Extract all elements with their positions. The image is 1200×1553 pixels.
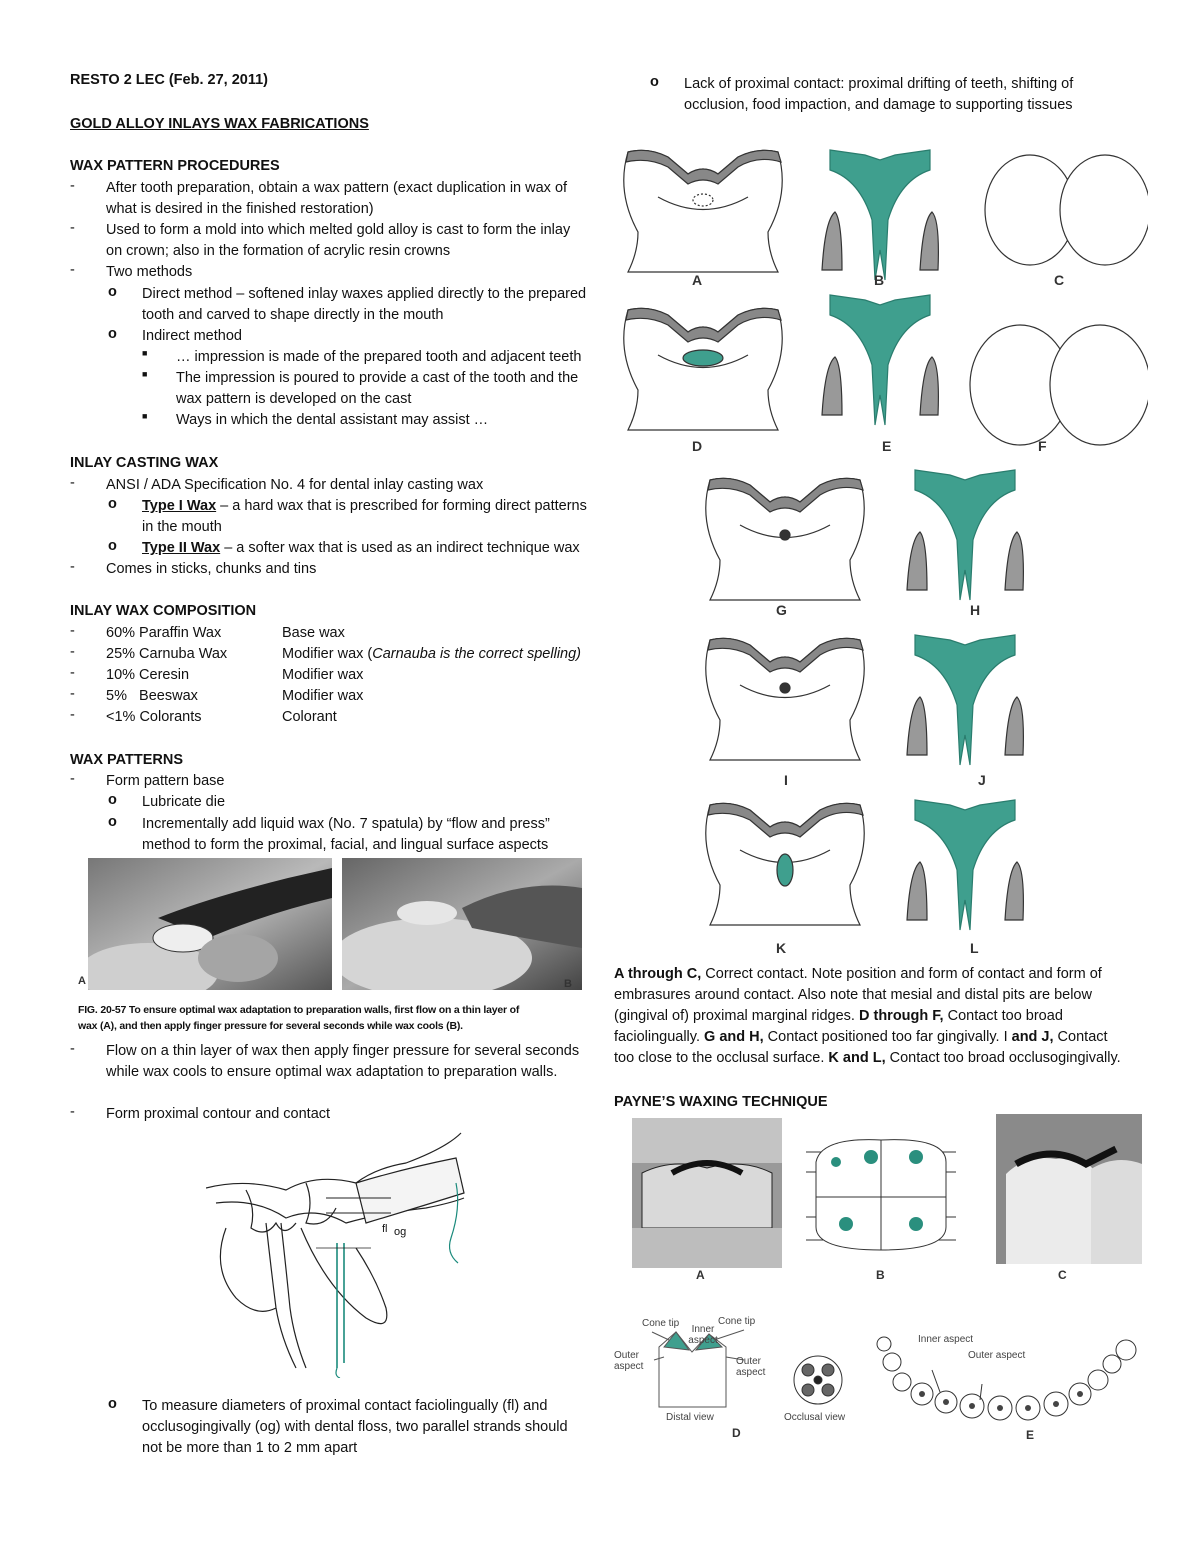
photo-finger-pressure (342, 858, 582, 990)
label-e-inner-aspect: Inner aspect (918, 1334, 974, 1345)
indirect-sub-item: Ways in which the dental assistant may assist … (176, 412, 489, 428)
casting-wax-item: Comes in sticks, chunks and tins (106, 561, 317, 577)
o-bullet: o (108, 284, 117, 300)
wax-pattern-item: Form pattern base (106, 773, 225, 789)
photo-wax-flow (88, 858, 332, 990)
section-heading-payne: PAYNE’S WAXING TECHNIQUE (614, 1094, 828, 1110)
fig-label-e: E (882, 438, 892, 454)
o-bullet: o (650, 74, 659, 90)
dash-bullet: - (70, 1104, 75, 1120)
fig-label-a: A (692, 272, 703, 288)
payne-label-b: B (876, 1268, 885, 1282)
caption-text: (gingival of) proximal marginal ridges. (614, 1008, 859, 1024)
composition-role-text: Modifier wax ( (282, 646, 373, 662)
label-cone-tip-right: Cone tip (718, 1316, 756, 1327)
caption-bold: G and H, (704, 1029, 764, 1045)
payne-photo-a (632, 1118, 782, 1268)
label-outer-aspect-left: Outer aspect (614, 1350, 644, 1372)
floss-label-fl: fl (382, 1223, 388, 1235)
indirect-sub-item: wax pattern is developed on the cast (176, 391, 412, 407)
square-bullet: ■ (142, 348, 148, 358)
floss-label-og: og (394, 1226, 407, 1238)
contact-caption-line: embrasures around contact. Also note that mesial and distal pits are below (614, 987, 1092, 1003)
casting-wax-item: ANSI / ADA Specification No. 4 for dental inlay casting wax (106, 477, 484, 493)
payne-diagram-d (614, 1312, 784, 1442)
dash-bullet: - (70, 178, 75, 194)
method-item: Direct method – softened inlay waxes applied directly to the prepared (142, 286, 587, 302)
caption-text: Contact positioned too far gingivally. I (763, 1029, 1012, 1045)
measure-text: occlusogingivally (og) with dental floss, two parallel strands should (142, 1419, 568, 1435)
fig-label-i: I (784, 772, 788, 788)
wax-pattern-sub: method to form the proximal, facial, and lingual surface aspects (142, 837, 549, 853)
label-outer-aspect-right: Outer aspect (736, 1356, 766, 1378)
procedure-item: what is desired in the finished restoration) (106, 201, 374, 217)
composition-role (282, 644, 581, 664)
caption-text: Contact too broad occlusogingivally. (885, 1050, 1121, 1066)
section-heading-procedures: WAX PATTERN PROCEDURES (70, 158, 280, 174)
wax-type-1-text: – a hard wax that is prescribed for forming direct patterns (216, 498, 587, 514)
contact-caption-line (614, 1027, 1108, 1047)
document-title: RESTO 2 LEC (Feb. 27, 2011) (70, 72, 268, 88)
o-bullet: o (108, 792, 117, 808)
fig-label-h: H (970, 602, 981, 618)
wax-pattern-item: while wax cools to ensure optimal wax adaptation to preparation walls. (106, 1064, 558, 1080)
wax-type-1-cont: in the mouth (142, 519, 222, 535)
dash-bullet: - (70, 559, 75, 575)
section-heading-casting-wax: INLAY CASTING WAX (70, 455, 219, 471)
photo-a-label: A (78, 975, 86, 987)
composition-role: Modifier wax (282, 667, 364, 683)
wax-type-1 (142, 496, 587, 516)
dash-bullet: - (70, 1041, 75, 1057)
fig-label-l: L (970, 940, 979, 956)
wax-type-2 (142, 538, 580, 558)
indirect-sub-item: … impression is made of the prepared tooth and adjacent teeth (176, 349, 582, 365)
dash-bullet: - (70, 707, 75, 723)
method-item: tooth and carved to shape directly in the mouth (142, 307, 444, 323)
payne-diagram-b (806, 1132, 956, 1262)
dash-bullet: - (70, 644, 75, 660)
caption-bold: D through F, (859, 1008, 944, 1024)
label-e-outer-aspect: Outer aspect (968, 1350, 1026, 1361)
figure-caption: FIG. 20-57 To ensure optimal wax adaptation to preparation walls, first flow on a thin layer of (78, 1004, 520, 1016)
caption-text: Correct contact. Note position and form of contact and form of (701, 966, 1102, 982)
procedure-item: Used to form a mold into which melted gold alloy is cast to form the inlay (106, 222, 571, 238)
fig-label-g: G (776, 602, 787, 618)
payne-label-c: C (1058, 1268, 1067, 1282)
o-bullet: o (108, 538, 117, 554)
o-bullet: o (108, 1396, 117, 1412)
method-item: Indirect method (142, 328, 242, 344)
fig-label-b: B (874, 272, 885, 288)
fig-label-d: D (692, 438, 703, 454)
caption-bold: K and L, (828, 1050, 886, 1066)
composition-amount: 25% Carnuba Wax (106, 646, 228, 662)
dash-bullet: - (70, 665, 75, 681)
wax-type-2-text: – a softer wax that is used as an indirect technique wax (220, 540, 580, 556)
procedure-item: on crown; also in the formation of acrylic resin crowns (106, 243, 451, 259)
fig-label-k: K (776, 940, 787, 956)
wax-pattern-item: Form proximal contour and contact (106, 1106, 331, 1122)
composition-role: Colorant (282, 709, 337, 725)
figure-caption: wax (A), and then apply finger pressure for several seconds while wax cools (B). (78, 1020, 463, 1032)
payne-label-a: A (696, 1268, 705, 1282)
procedure-item: Two methods (106, 264, 193, 280)
contact-caption-line (614, 1006, 1063, 1026)
section-heading-wax-patterns: WAX PATTERNS (70, 752, 184, 768)
caption-text: Contact (1053, 1029, 1108, 1045)
composition-amount: 5% Beeswax (106, 688, 198, 704)
square-bullet: ■ (142, 369, 148, 379)
dash-bullet: - (70, 686, 75, 702)
measure-text: To measure diameters of proximal contact faciolingually (fl) and (142, 1398, 548, 1414)
wax-pattern-sub: Lubricate die (142, 794, 226, 810)
document-subtitle: GOLD ALLOY INLAYS WAX FABRICATIONS (70, 116, 369, 132)
wax-pattern-sub: Incrementally add liquid wax (No. 7 spatula) by “flow and press” (142, 816, 550, 832)
label-distal-view: Distal view (666, 1412, 714, 1423)
payne-photo-c (996, 1114, 1142, 1264)
floss-illustration (206, 1128, 466, 1378)
payne-diagram-e (872, 1330, 1144, 1430)
label-occlusal-view: Occlusal view (784, 1412, 846, 1423)
composition-role: Modifier wax (282, 688, 364, 704)
label-inner-aspect: Inner aspect (688, 1324, 718, 1346)
lack-contact-text: occlusion, food impaction, and damage to supporting tissues (684, 97, 1073, 113)
caption-text: too close to the occlusal surface. (614, 1050, 829, 1066)
fig-label-c: C (1054, 272, 1065, 288)
caption-bold: and J, (1011, 1029, 1054, 1045)
composition-amount: 10% Ceresin (106, 667, 190, 683)
composition-role: Base wax (282, 625, 345, 641)
wax-type-2-label: Type II Wax (142, 540, 221, 556)
caption-bold: A through C, (614, 966, 702, 982)
contact-caption-line (614, 1048, 1121, 1068)
procedure-item: After tooth preparation, obtain a wax pattern (exact duplication in wax of (106, 180, 568, 196)
section-heading-composition: INLAY WAX COMPOSITION (70, 603, 257, 619)
composition-note: Carnauba is the correct spelling) (372, 646, 581, 662)
o-bullet: o (108, 814, 117, 830)
wax-type-1-label: Type I Wax (142, 498, 217, 514)
composition-amount: <1% Colorants (106, 709, 202, 725)
composition-amount: 60% Paraffin Wax (106, 625, 222, 641)
dash-bullet: - (70, 623, 75, 639)
wax-pattern-item: Flow on a thin layer of wax then apply finger pressure for several seconds (106, 1043, 580, 1059)
fig-label-f: F (1038, 438, 1047, 454)
payne-label-d: D (732, 1426, 741, 1440)
caption-text: Contact too broad (943, 1008, 1063, 1024)
label-cone-tip-left: Cone tip (642, 1318, 680, 1329)
fig-label-j: J (978, 772, 986, 788)
dash-bullet: - (70, 475, 75, 491)
photo-b-label: B (564, 978, 572, 990)
measure-text: not be more than 1 to 2 mm apart (142, 1440, 358, 1456)
caption-text: faciolingually. (614, 1029, 705, 1045)
o-bullet: o (108, 326, 117, 342)
contact-figure-grid (620, 140, 1148, 962)
contact-caption-line (614, 964, 1102, 984)
dash-bullet: - (70, 262, 75, 278)
dash-bullet: - (70, 220, 75, 236)
payne-occlusal-icon (788, 1350, 848, 1410)
lack-contact-text: Lack of proximal contact: proximal drifting of teeth, shifting of (684, 76, 1074, 92)
dash-bullet: - (70, 771, 75, 787)
payne-label-e: E (1026, 1428, 1035, 1442)
square-bullet: ■ (142, 411, 148, 421)
indirect-sub-item: The impression is poured to provide a cast of the tooth and the (176, 370, 579, 386)
o-bullet: o (108, 496, 117, 512)
